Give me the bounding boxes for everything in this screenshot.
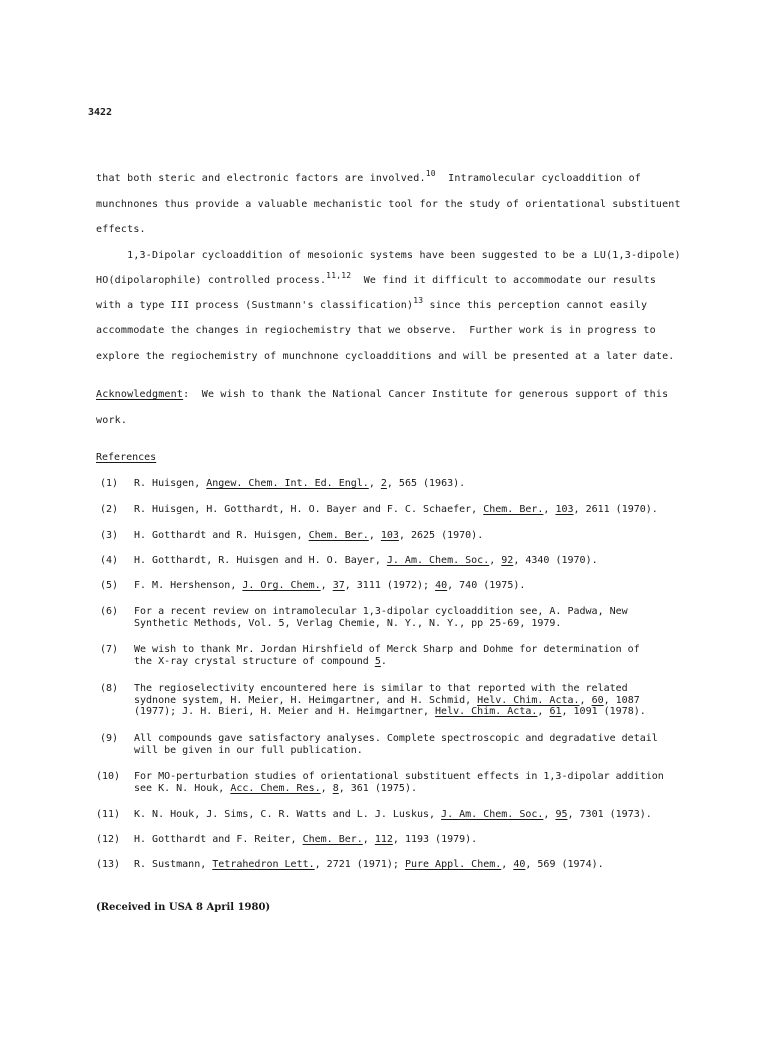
paragraph2-line4: accommodate the changes in regiochemistry that we observe. Further work is in progress to bbox=[96, 325, 656, 336]
acknowledgment-line1: Acknowledgment: We wish to thank the National Cancer Institute for generous support of this bbox=[96, 389, 669, 400]
acknowledgment-line2: work. bbox=[96, 415, 128, 426]
references-heading: References bbox=[96, 452, 157, 463]
paragraph2-line3: with a type III process (Sustmann's classification)$^{13}$ since this perception cannot easily bbox=[96, 296, 648, 311]
paragraph2-line5: explore the regiochemistry of munchnone cycloadditions and will be presented at a later date. bbox=[96, 351, 675, 362]
paragraph1-line3: effects. bbox=[96, 224, 146, 235]
paragraph1-line2: munchnones thus provide a valuable mechanistic tool for the study of orientational substituent bbox=[96, 199, 681, 210]
paragraph2-line2: HO(dipolarophile) controlled process.$^{11,12}$ We find it difficult to accommodate our results bbox=[96, 271, 657, 286]
acknowledgment-label: Acknowledgment bbox=[96, 389, 184, 400]
citation-10: 10 bbox=[425, 169, 436, 178]
citation-13: 13 bbox=[413, 296, 424, 305]
received-date: (Received in USA 8 April 1980) bbox=[96, 902, 271, 913]
paragraph1-line1: that both steric and electronic factors are involved.$^{10}$ Intramolecular cycloaddition of bbox=[96, 169, 642, 184]
citation-11-12: 11,12 bbox=[326, 271, 352, 280]
paragraph2-line1: 1,3-Dipolar cycloaddition of mesoionic systems have been suggested to be a LU(1,3-dipole) bbox=[96, 250, 681, 261]
page-number: 3422 bbox=[88, 107, 113, 118]
